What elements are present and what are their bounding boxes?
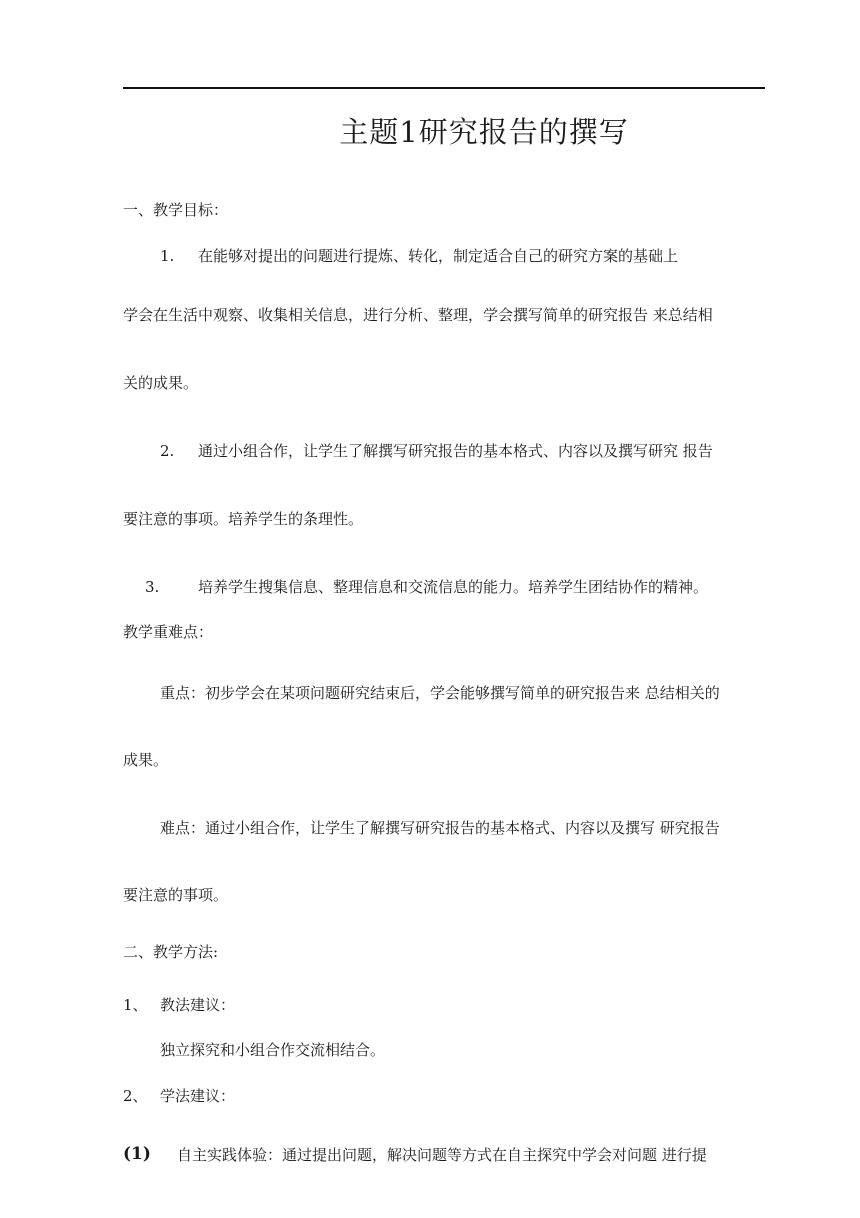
goal-3-number: 3. — [145, 578, 160, 596]
key-points-heading: 教学重难点： — [123, 623, 214, 641]
method-2-label: 学法建议： — [160, 1087, 236, 1105]
method-1-text: 独立探究和小组合作交流相结合。 — [160, 1041, 386, 1059]
difficulty-line-1: 难点：通过小组合作，让学生了解撰写研究报告的基本格式、内容以及撰写 研究报告 — [160, 819, 720, 837]
section-heading-methods: 二、教学方法: — [123, 943, 219, 961]
page-title: 主题1研究报告的撰写 — [339, 115, 629, 149]
goal-1-line-2: 学会在生活中观察、收集相关信息，进行分析、整理，学会撰写简单的研究报告 来总结相 — [123, 306, 713, 324]
practice-1-text: 自主实践体验：通过提出问题，解决问题等方式在自主探究中学会对问题 进行提 — [177, 1146, 707, 1164]
key-point-line-1: 重点：初步学会在某项问题研究结束后，学会能够撰写简单的研究报告来 总结相关的 — [160, 684, 720, 702]
goal-2-line-1: 通过小组合作，让学生了解撰写研究报告的基本格式、内容以及撰写研究 报告 — [198, 442, 713, 460]
goal-3-line-1: 培养学生搜集信息、整理信息和交流信息的能力。培养学生团结协作的精神。 — [198, 578, 709, 596]
goal-1-line-3: 关的成果。 — [123, 374, 199, 392]
practice-1-number: (1) — [123, 1144, 151, 1164]
difficulty-line-2: 要注意的事项。 — [123, 886, 229, 904]
goal-2-number: 2. — [160, 442, 175, 460]
goal-2-line-2: 要注意的事项。培养学生的条理性。 — [123, 510, 364, 528]
key-point-line-2: 成果。 — [123, 751, 169, 769]
method-2-number: 2、 — [123, 1087, 148, 1105]
section-heading-goals: 一、教学目标： — [123, 201, 229, 219]
goal-1-line-1: 在能够对提出的问题进行提炼、转化，制定适合自己的研究方案的基础上 — [198, 247, 679, 265]
header-rule — [123, 87, 765, 89]
goal-1-number: 1. — [160, 247, 175, 265]
method-1-label: 教法建议： — [160, 996, 236, 1014]
method-1-number: 1、 — [123, 996, 148, 1014]
